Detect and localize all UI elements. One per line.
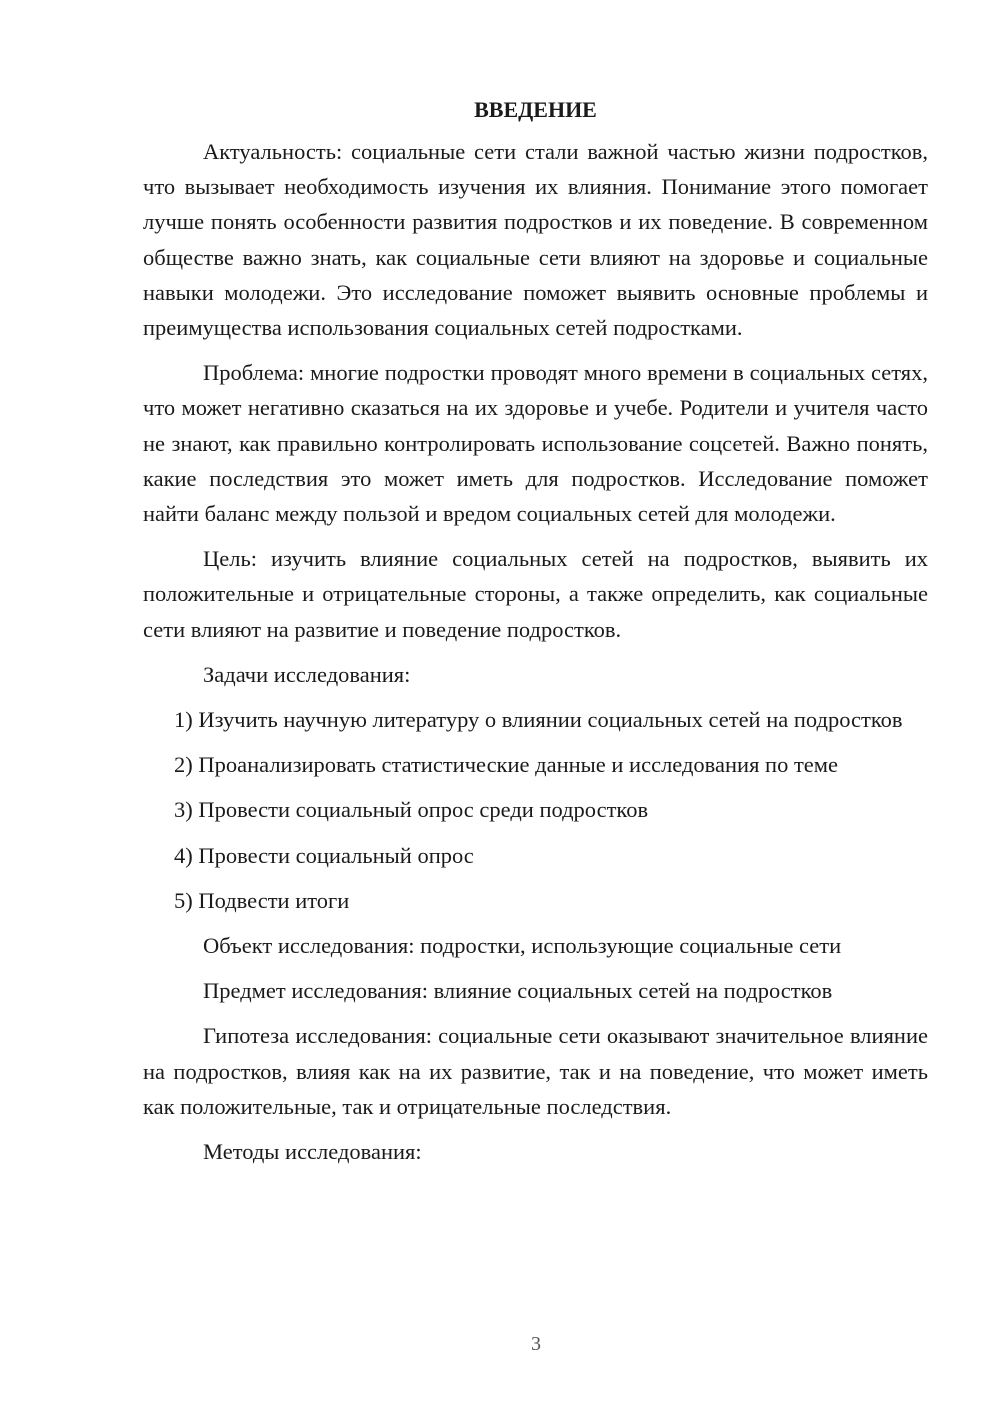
hypothesis-paragraph: Гипотеза исследования: социальные сети оказывают значительное влияние на подростков, влияя как на их развитие, так и на поведение, что может иметь как положительные, так и отрицательные последствия. <box>143 1023 928 1119</box>
page-content <box>143 92 928 1179</box>
goal-paragraph: Цель: изучить влияние социальных сетей на подростков, выявить их положительные и отрицательные стороны, а также определить, как социальные сети влияют на развитие и поведение подростков. <box>143 546 928 642</box>
tasks-heading: Задачи исследования: <box>203 661 411 687</box>
methods-heading: Методы исследования: <box>203 1139 422 1165</box>
task-item-3: 3) Провести социальный опрос среди подростков <box>174 797 649 823</box>
task-item-5: 5) Подвести итоги <box>174 887 350 913</box>
subject-paragraph: Предмет исследования: влияние социальных сетей на подростков <box>203 978 833 1004</box>
page-number: 3 <box>531 1333 541 1355</box>
problem-paragraph: Проблема: многие подростки проводят много времени в социальных сетях, что может негативно сказаться на их здоровье и учебе. Родители и учителя часто не знают, как правильно контролировать использование соцсетей. Важно понять, какие последствия это может иметь для подростков. Исследование поможет найти баланс между пользой и вредом социальных сетей для молодежи. <box>143 360 928 527</box>
page-title: ВВЕДЕНИЕ <box>474 97 597 122</box>
task-item-4: 4) Провести социальный опрос <box>174 842 474 868</box>
task-item-2: 2) Проанализировать статистические данные и исследования по теме <box>174 752 839 778</box>
task-item-1: 1) Изучить научную литературу о влиянии социальных сетей на подростков <box>174 707 903 733</box>
relevance-paragraph: Актуальность: социальные сети стали важной частью жизни подростков, что вызывает необходимость изучения их влияния. Понимание этого помогает лучше понять особенности развития подростков и их поведение. В современном обществе важно знать, как социальные сети влияют на здоровье и социальные навыки молодежи. Это исследование поможет выявить основные проблемы и преимущества использования социальных сетей подростками. <box>143 139 928 341</box>
object-paragraph: Объект исследования: подростки, использующие социальные сети <box>203 933 842 959</box>
